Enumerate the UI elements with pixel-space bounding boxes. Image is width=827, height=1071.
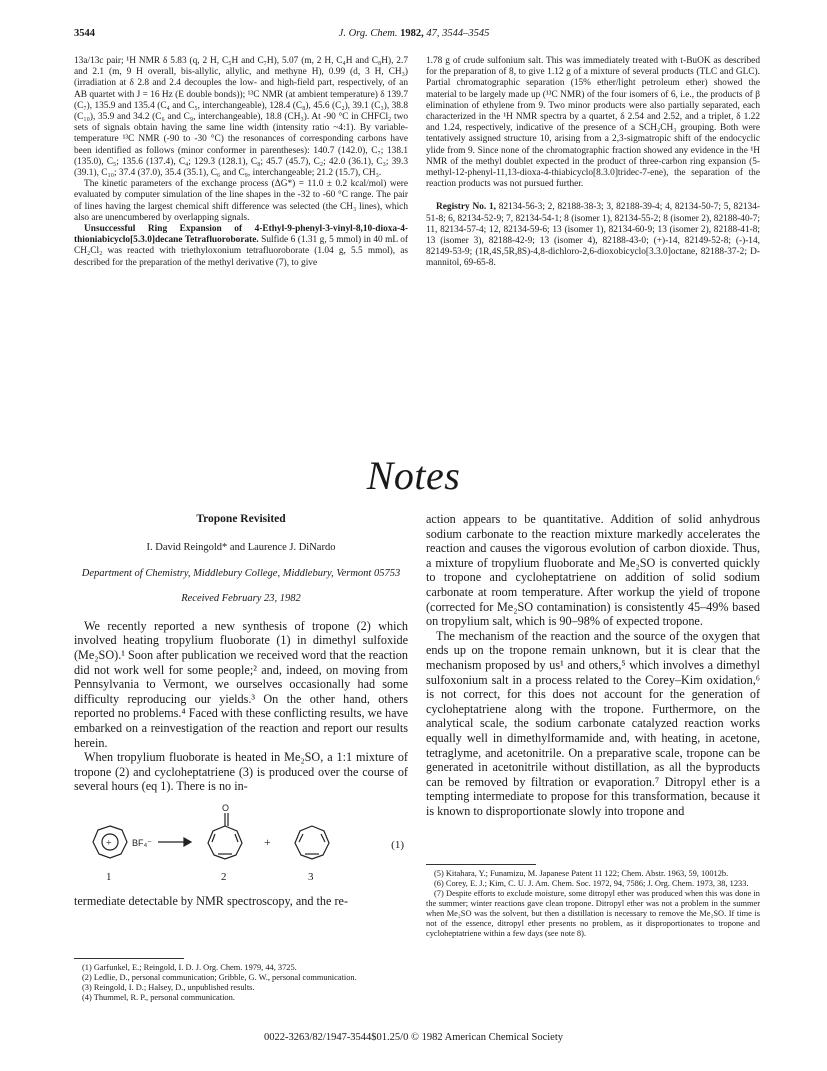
kinetic-paragraph: The kinetic parameters of the exchange process (ΔG*) = 11.0 ± 0.2 kcal/mol) were evaluated by computer simulation of the line shapes in the -32 to -60 °C range. The pair of lines having the largest chemical shift difference was selected (the CH₃ lines), which also are unencumbered by overlapping signals. xyxy=(74,179,408,223)
registry-paragraph xyxy=(426,202,760,269)
footnote-rule xyxy=(426,864,536,865)
footnote-2: (2) Ledlie, D., personal communication; Gribble, G. W., personal communication. xyxy=(82,973,357,982)
compound-label-3: 3 xyxy=(308,870,314,883)
ring-expansion-paragraph xyxy=(74,224,408,269)
notes-section-heading: Notes xyxy=(366,453,461,498)
tropylium-plus-sign: + xyxy=(106,837,112,849)
footnote-1: (1) Garfunkel, E.; Reingold, I. D. J. Org. Chem. 1979, 44, 3725. xyxy=(82,963,297,972)
reaction-paragraph: When tropylium fluoborate is heated in Me₂SO, a 1:1 mixture of tropone (2) and cycloheptatriene (3) is produced over the course of several hours (eq 1). There is no in- xyxy=(74,750,408,794)
reaction-scheme xyxy=(74,804,408,886)
page-header xyxy=(74,28,754,42)
journal-year: 1982, xyxy=(400,28,424,39)
page-number: 3544 xyxy=(74,28,95,39)
carbonate-paragraph: action appears to be quantitative. Addition of solid anhydrous sodium carbonate to the reaction mixture markedly accelerates the reaction and causes the vigorous evolution of carbon dioxide. Thus, a mixture of tropylium fluoborate and Me₂SO is converted quickly to tropone and cycloheptatriene on addition of solid sodium carbonate at room temperature. After workup the yield of tropone (corrected for Me₂SO contamination) is consistently 45–49% based on tropylium salt, which is 90–98% of expected tropone. xyxy=(426,512,760,629)
reaction-scheme-drawing xyxy=(74,804,404,870)
reaction-arrow-head xyxy=(184,838,191,846)
ring-expansion-heading: Unsuccessful Ring Expansion of 4-Ethyl-9-phenyl-3-vinyl-8,10-dioxa-4-thioniabicyclo[5.3.0]decane Tetrafluoroborate. xyxy=(74,224,408,246)
continuation-paragraph: termediate detectable by NMR spectroscopy, and the re- xyxy=(74,893,348,908)
equation-number: (1) xyxy=(391,838,404,851)
footnote-6: (6) Corey, E. J.; Kim, C. U. J. Am. Chem. Soc. 1972, 94, 7586; J. Org. Chem. 1973, 38, 1233. xyxy=(434,879,749,888)
ring-expansion-text: Sulfide 6 (1.31 g, 5 mmol) in 40 mL of CH₂Cl₂ was reacted with triethyloxonium tetrafluoroborate (1.04 g, 5.5 mmol), as described for the preparation of the methyl derivative (7), to give xyxy=(74,235,408,268)
footnotes-right xyxy=(426,864,760,939)
borate-counterion: BF₄⁻ xyxy=(132,837,152,848)
top-right-column xyxy=(426,56,760,270)
article-affiliation: Department of Chemistry, Middlebury College, Middlebury, Vermont 05753 xyxy=(81,568,401,580)
article-left-column xyxy=(74,512,408,909)
article-right-column xyxy=(426,512,760,818)
page-footer-copyright: 0022-3263/82/1947-3544$01.25/0 © 1982 American Chemical Society xyxy=(263,1032,564,1043)
footnotes-left xyxy=(74,958,408,1003)
registry-text: 82134-56-3; 2, 82188-38-3; 3, 82188-39-4; 4, 82134-50-7; 5, 82134-51-8; 6, 82134-52-9; 7, 82134-54-1; 8 (isomer 1), 82134-55-2; 8 (isomer 2), 82188-40-7; 11, 82134-57-4; 12, 82134-59-6; 13 (isomer 1), 82134-60-9; 13 (isomer 2), 82188-41-8; 13 (isomer 3), 82188-42-9; 13 (isomer 4), 82188-43-0; (+)-14, 82149-52-8; (-)-14, 82149-53-9; (1R,4S,5R,8S)-4,8-dichloro-2,6-dioxobicyclo[3.3.0]octane, 82188-37-2; D-mannitol, 69-65-8. xyxy=(426,202,760,269)
article-title: Tropone Revisited xyxy=(196,513,286,525)
footnote-7: (7) Despite efforts to exclude moisture, some ditropyl ether was produced when this was done in the summer; winter reactions gave clean tropone. Ditropyl ether was not a problem in the summer when Me₂SO was the solvent, but then a distillation is necessary to remove the Me₂SO. If time is not of the essence, ditropyl ether presents no problem, as it disproportionates to tropone and cycloheptatriene within a few days (see note 8). xyxy=(426,889,760,938)
scheme-plus: + xyxy=(264,834,271,849)
footnote-4: (4) Thummel, R. P., personal communication. xyxy=(82,993,235,1002)
article-authors: I. David Reingold* and Laurence J. DiNardo xyxy=(146,541,336,553)
compound-label-2: 2 xyxy=(221,870,227,883)
top-left-column xyxy=(74,56,408,269)
journal-volume-pages: 47, 3544–3545 xyxy=(426,28,490,39)
mechanism-paragraph: The mechanism of the reaction and the source of the oxygen that ends up on the tropone remain unknown, but it is clear that the mechanism proposed by us¹ and others,⁵ which involves a dimethyl sulfoxonium salt in a process related to the Corey–Kim oxidation,⁶ is not correct, for this does not account for the generation of cycloheptatriene along with the tropone. Furthermore, on the analytical scale, the sodium carbonate catalyzed reaction works equally well in dimethylformamide and, with heating, in acetone, tetraglyme, and acetonitrile. On a preparative scale, tropone can be generated in acetonitrile without distillation, as all the byproducts can be removed by filtration or evaporation.⁷ Ditropyl ether is a tempting intermediate to propose for this transformation, because it is known to disproportionate slowly into tropone and xyxy=(426,628,760,818)
journal-name: J. Org. Chem. xyxy=(338,28,398,39)
intro-paragraph: We recently reported a new synthesis of tropone (2) which involved heating tropylium fluoborate (1) in dimethyl sulfoxide (Me₂SO).¹ Soon after publication we received word that the reaction did not work well for some people;² and, indeed, on moving from Pennsylvania to Vermont, we ourselves occasionally had some difficulty reproducing our yields.³ On the other hand, others reported no problems.⁴ Faced with these conflicting results, we have embarked on a reinvestigation of the reaction and report our results herein. xyxy=(74,618,408,750)
footnote-5: (5) Kitahara, Y.; Funamizu, M. Japanese Patent 11 122; Chem. Abstr. 1963, 59, 10012b. xyxy=(434,869,729,878)
registry-heading: Registry No. 1, xyxy=(436,202,496,213)
journal-citation xyxy=(74,28,754,39)
sulfonium-paragraph: 1.78 g of crude sulfonium salt. This was immediately treated with t-BuOK as described for the preparation of 8, to give 1.12 g of a mixture of several products (TLC and GLC). Partial chromatographic separation (15% ether/light petroleum ether) showed the material to be largely made up (¹³C NMR) of the four isomers of 6, i.e., the products of β elimination of ethylene from 9. Two minor products were also partially separated, each characterized in the ¹H NMR spectra by a quartet, δ 2.54 and 2.52, and a triplet, δ 1.22 and 1.24, respectively, indicative of the presence of a SCH₂CH₃ grouping. Both were tentatively assigned structure 10, arising from a 2,3-sigmatropic shift of the endocyclic ylide from 9. Since none of the chromatographic fraction showed any evidence in the ¹H NMR of the methyl doublet expected in the product of three-carbon ring expansion (5-methyl-12-phenyl-11,13-dioxa-4-thiabicyclo[8.3.0]tridec-7-ene), the separation of the reaction products was not pursued further. xyxy=(426,56,760,190)
experimental-paragraph: 13a/13c pair; ¹H NMR δ 5.83 (q, 2 H, C₅H and C₇H), 5.07 (m, 2 H, C₄H and C₈H), 2.7 and 2.1 (m, 9 H overall, bis-allylic, allylic, and methyne H), 0.99 (d, 3 H, CH₃) (irradiation at δ 2.8 and 2.4 decouples the low- and high-field part, respectively, of an AB quartet with J = 16 Hz (E double bonds)); ¹³C NMR (at ambient temperature) δ 139.7 (C₇), 135.9 and 135.4 (C₄ and C₅, interchangeable), 128.4 (C₈), 45.6 (C₂), 39.1 (C₃), 38.8 (C₁₀), 35.9 and 34.2 (C₆ and C₉, interchangeable), 18.8 (CH₃). At -90 °C in CHFCl₂ two sets of signals obtain having the same line width (intensity ratio ~4:1). By variable-temperature ¹³C NMR (-90 to -30 °C) the resonances of corresponding carbons have been identified as follows (minor conformer in parentheses): 140.7 (142.0), C₇; 138.1 (135.0), C₅; 135.6 (137.4), C₄; 129.3 (128.1), C₈; 45.7 (45.7), C₂; 42.0 (36.1), C₃; 39.3 (39.1), C₁₀; 37.4 (37.0), 35.4 (35.1), C₆ and C₉, interchangeable; 21.2 (15.7), CH₃. xyxy=(74,56,408,179)
tropone-oxygen: O xyxy=(222,803,230,813)
compound-label-1: 1 xyxy=(106,870,112,883)
article-received-date: Received February 23, 1982 xyxy=(181,593,301,605)
footnote-rule xyxy=(74,958,184,959)
footnote-3: (3) Reingold, I. D.; Halsey, D., unpublished results. xyxy=(82,983,255,992)
